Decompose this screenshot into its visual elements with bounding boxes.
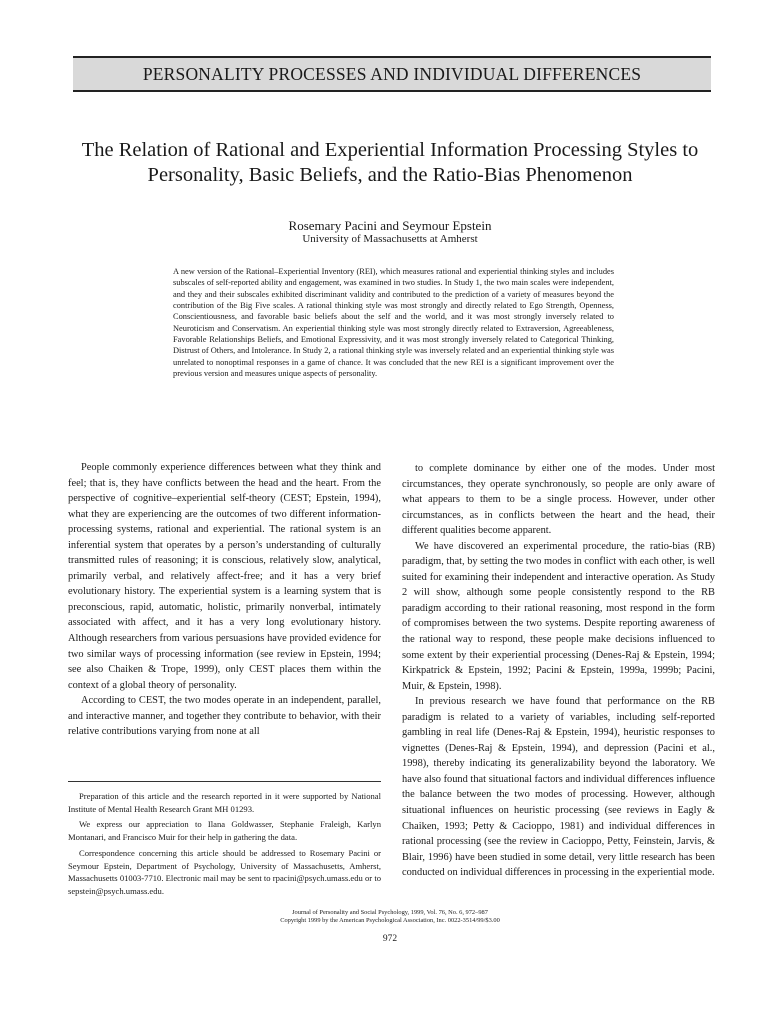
section-heading: PERSONALITY PROCESSES AND INDIVIDUAL DIFFERENCES — [142, 63, 642, 84]
footnote-divider — [68, 781, 381, 782]
footnote: Preparation of this article and the research reported in it were supported by National Institute of Mental Health Research Grant MH 01293. — [68, 791, 381, 814]
affiliation: University of Massachusetts at Amherst — [302, 233, 478, 245]
copyright-notice: Copyright 1999 by the American Psychological Association, Inc. 0022-3514/99/$3.00 — [280, 917, 500, 924]
body-paragraph: to complete dominance by either one of the modes. Under most circumstances, they operate synchronously, so people are only aware of what appears to them to be a single process. However, under other circumstances, as in conflicts between the heart and the head, their different qualities become apparent. — [402, 463, 715, 537]
body-column-left — [68, 460, 381, 740]
body-paragraph: According to CEST, the two modes operate in an independent, parallel, and interactive manner, and together they contribute to behavior, with their relative contributions varying from none at all — [68, 695, 381, 738]
journal-citation: Journal of Personality and Social Psychology, 1999, Vol. 76, No. 6, 972–987 — [292, 909, 488, 916]
authors: Rosemary Pacini and Seymour Epstein — [288, 218, 492, 233]
footnote: We express our appreciation to Ilana Goldwasser, Stephanie Fraleigh, Karlyn Montanari, and Francisco Muir for their help in gathering the data. — [68, 819, 381, 843]
body-paragraph: We have discovered an experimental procedure, the ratio-bias (RB) paradigm, that, by setting the two modes in conflict with each other, is well suited for examining their independent and interactive operation. As Study 2 will show, although some people consistently respond to the RB paradigm according to their rational reasoning, most respond in the form of compromises between the two systems. Despite reporting awareness of the rational way to respond, these people make decisions influenced to some extent by their experiential processing (Denes-Raj & Epstein, 1994; Kirkpatrick & Epstein, 1992; Pacini & Epstein, 1999a, 1999b; Pacini, Muir, & Epstein, 1998). — [402, 540, 715, 692]
journal-info — [180, 909, 600, 925]
section-heading-banner — [73, 56, 711, 92]
body-paragraph: In previous research we have found that performance on the RB paradigm is related to a variety of variables, including self-reported gambling in real life (Denes-Raj & Epstein, 1994), heuristic responses to vignettes (Denes-Raj & Epstein, 1994), and depression (Pacini et al., 1998), thereby indicating its generalizability beyond the laboratory. We have also found that situational factors and individual differences influence the balance between the two modes of processing. However, although situational influences on heuristic processing (see reviews in Eagly & Chaiken, 1993; Petty & Cacioppo, 1981) and individual differences in rational processing (see the review in Cacioppo, Petty, Feinstein, Jarvis, & Blair, 1996) have been studied in some detail, very little research has been conducted on individual differences in processing in the experiential mode. — [402, 696, 715, 879]
footnotes — [68, 790, 381, 898]
article-title: The Relation of Rational and Experiential Information Processing Styles to Personality, Basic Beliefs, and the Ratio-Bias Phenomenon — [81, 139, 699, 186]
body-column-right — [402, 461, 715, 881]
body-paragraph: People commonly experience differences between what they think and feel; that is, they have conflicts between the head and the heart. From the perspective of cognitive–experiential self-theory (CEST; Epstein, 1994), what they are experiencing are the outcomes of two different information-processing systems, rational and experiential. The rational system is an inferential system that operates by a person’s understanding of culturally transmitted rules of reasoning; it is conscious, relatively slow, analytical, primarily verbal, and relatively affect-free; and it has a very brief evolutionary history. The experiential system is a learning system that is preconscious, rapid, automatic, holistic, primarily nonverbal, intimately associated with affect, and it has a very long evolutionary history. Although researchers from various persuasions have provided evidence for two similar ways of processing information (see review in Epstein, 1994; see also Chaiken & Trope, 1999), only CEST places them within the context of a global theory of personality. — [68, 462, 381, 691]
footnote: Correspondence concerning this article should be addressed to Rosemary Pacini or Seymour Epstein, Department of Psychology, University of Massachusetts, Amherst, Massachusetts 01003-7710. Electronic mail may be sent to rpacini@psych.umass.edu or to sepstein@psych.umass.edu. — [68, 847, 381, 896]
abstract: A new version of the Rational–Experiential Inventory (REI), which measures rational and experiential thinking styles and includes subscales of self-reported ability and engagement, was examined in two studies. In Study 1, the two main scales were independent, and they and their subscales exhibited discriminant validity and contributed to the prediction of a variety of measures beyond the contribution of the Big Five scales. A rational thinking style was most strongly and directly related to Ego Strength, Openness, Conscientiousness, and favorable basic beliefs about the self and the world, and it was most strongly inversely related to Neuroticism and Conservatism. An experiential thinking style was most strongly directly related to Extraversion, Agreeableness, Favorable Relationships Beliefs, and Emotional Expressivity, and it was most strongly inversely related to Categorical Thinking, Distrust of Others, and Intolerance. In Study 2, a rational thinking style was inversely related and an experiential thinking style was unrelated to nonoptimal responses in a game of chance. It was concluded that the new REI is a significant improvement over the previous version and measures unique aspects of personality. — [173, 267, 614, 379]
page-number: 972 — [382, 934, 398, 944]
